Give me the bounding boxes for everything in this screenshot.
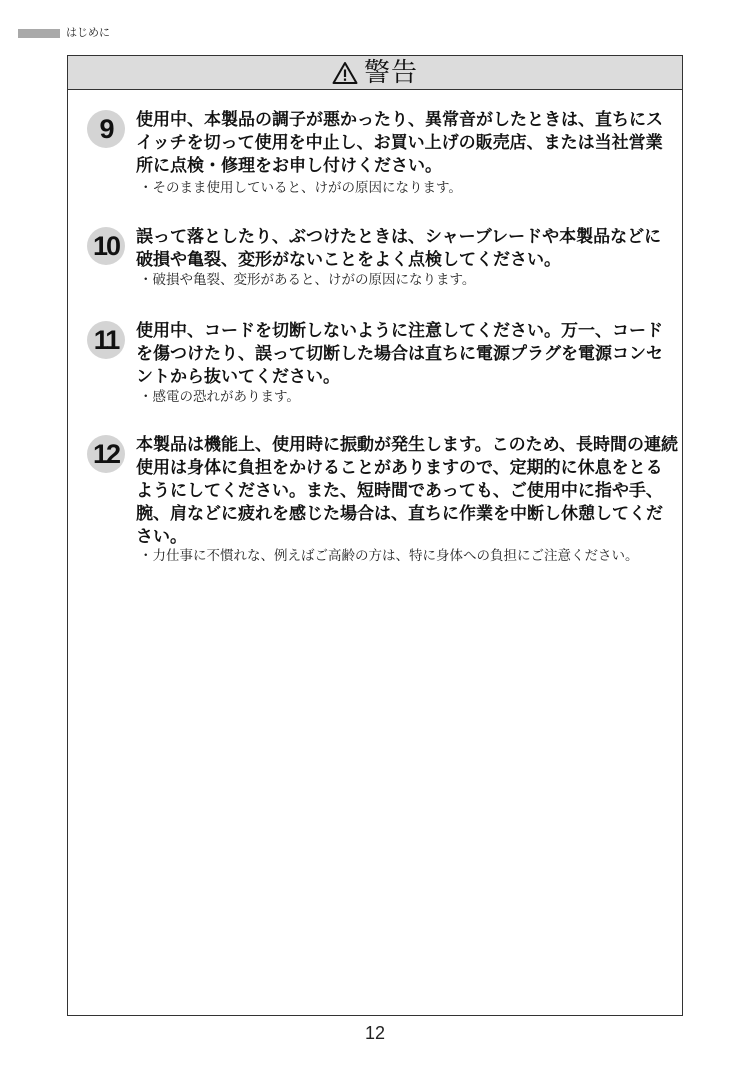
page-number: 12 — [364, 1023, 386, 1043]
warning-box — [67, 55, 683, 1016]
item-note: ・破損や亀裂、変形があると、けがの原因になります。 — [139, 272, 476, 288]
item-text: 使用中、本製品の調子が悪かったり、異常音がしたときは、直ちにスイッチを切って使用を中止し、お買い上げの販売店、または当社営業所に点検・修理をお申し付けください。 — [136, 110, 663, 176]
warning-title: 警告 — [363, 57, 418, 88]
warning-triangle-icon — [332, 61, 358, 85]
item-note: ・そのまま使用していると、けがの原因になります。 — [139, 180, 462, 196]
warning-header — [68, 56, 682, 90]
section-title: はじめに — [66, 26, 110, 39]
item-text: 使用中、コードを切断しないように注意してください。万一、コードを傷つけたり、誤って切断した場合は直ちに電源プラグを電源コンセントから抜いてください。 — [136, 321, 663, 387]
section-marker-bar — [18, 29, 60, 38]
item-number-badge: 10 — [87, 227, 125, 265]
item-note: ・感電の恐れがあります。 — [139, 389, 300, 405]
item-text: 本製品は機能上、使用時に振動が発生します。このため、長時間の連続使用は身体に負担をかけることがありますので、定期的に休息をとるようにしてください。また、短時間であっても、ご使用中に指や手、腕、肩などに疲れを感じた場合は、直ちに作業を中断し休憩してください。 — [136, 435, 678, 547]
item-number-badge: 12 — [87, 435, 125, 473]
item-note: ・力仕事に不慣れな、例えばご高齢の方は、特に身体への負担にご注意ください。 — [139, 548, 639, 564]
item-text: 誤って落としたり、ぶつけたときは、シャーブレードや本製品などに破損や亀裂、変形がないことをよく点検してください。 — [136, 227, 662, 270]
item-number-badge: 9 — [87, 110, 125, 148]
item-number-badge: 11 — [87, 321, 125, 359]
